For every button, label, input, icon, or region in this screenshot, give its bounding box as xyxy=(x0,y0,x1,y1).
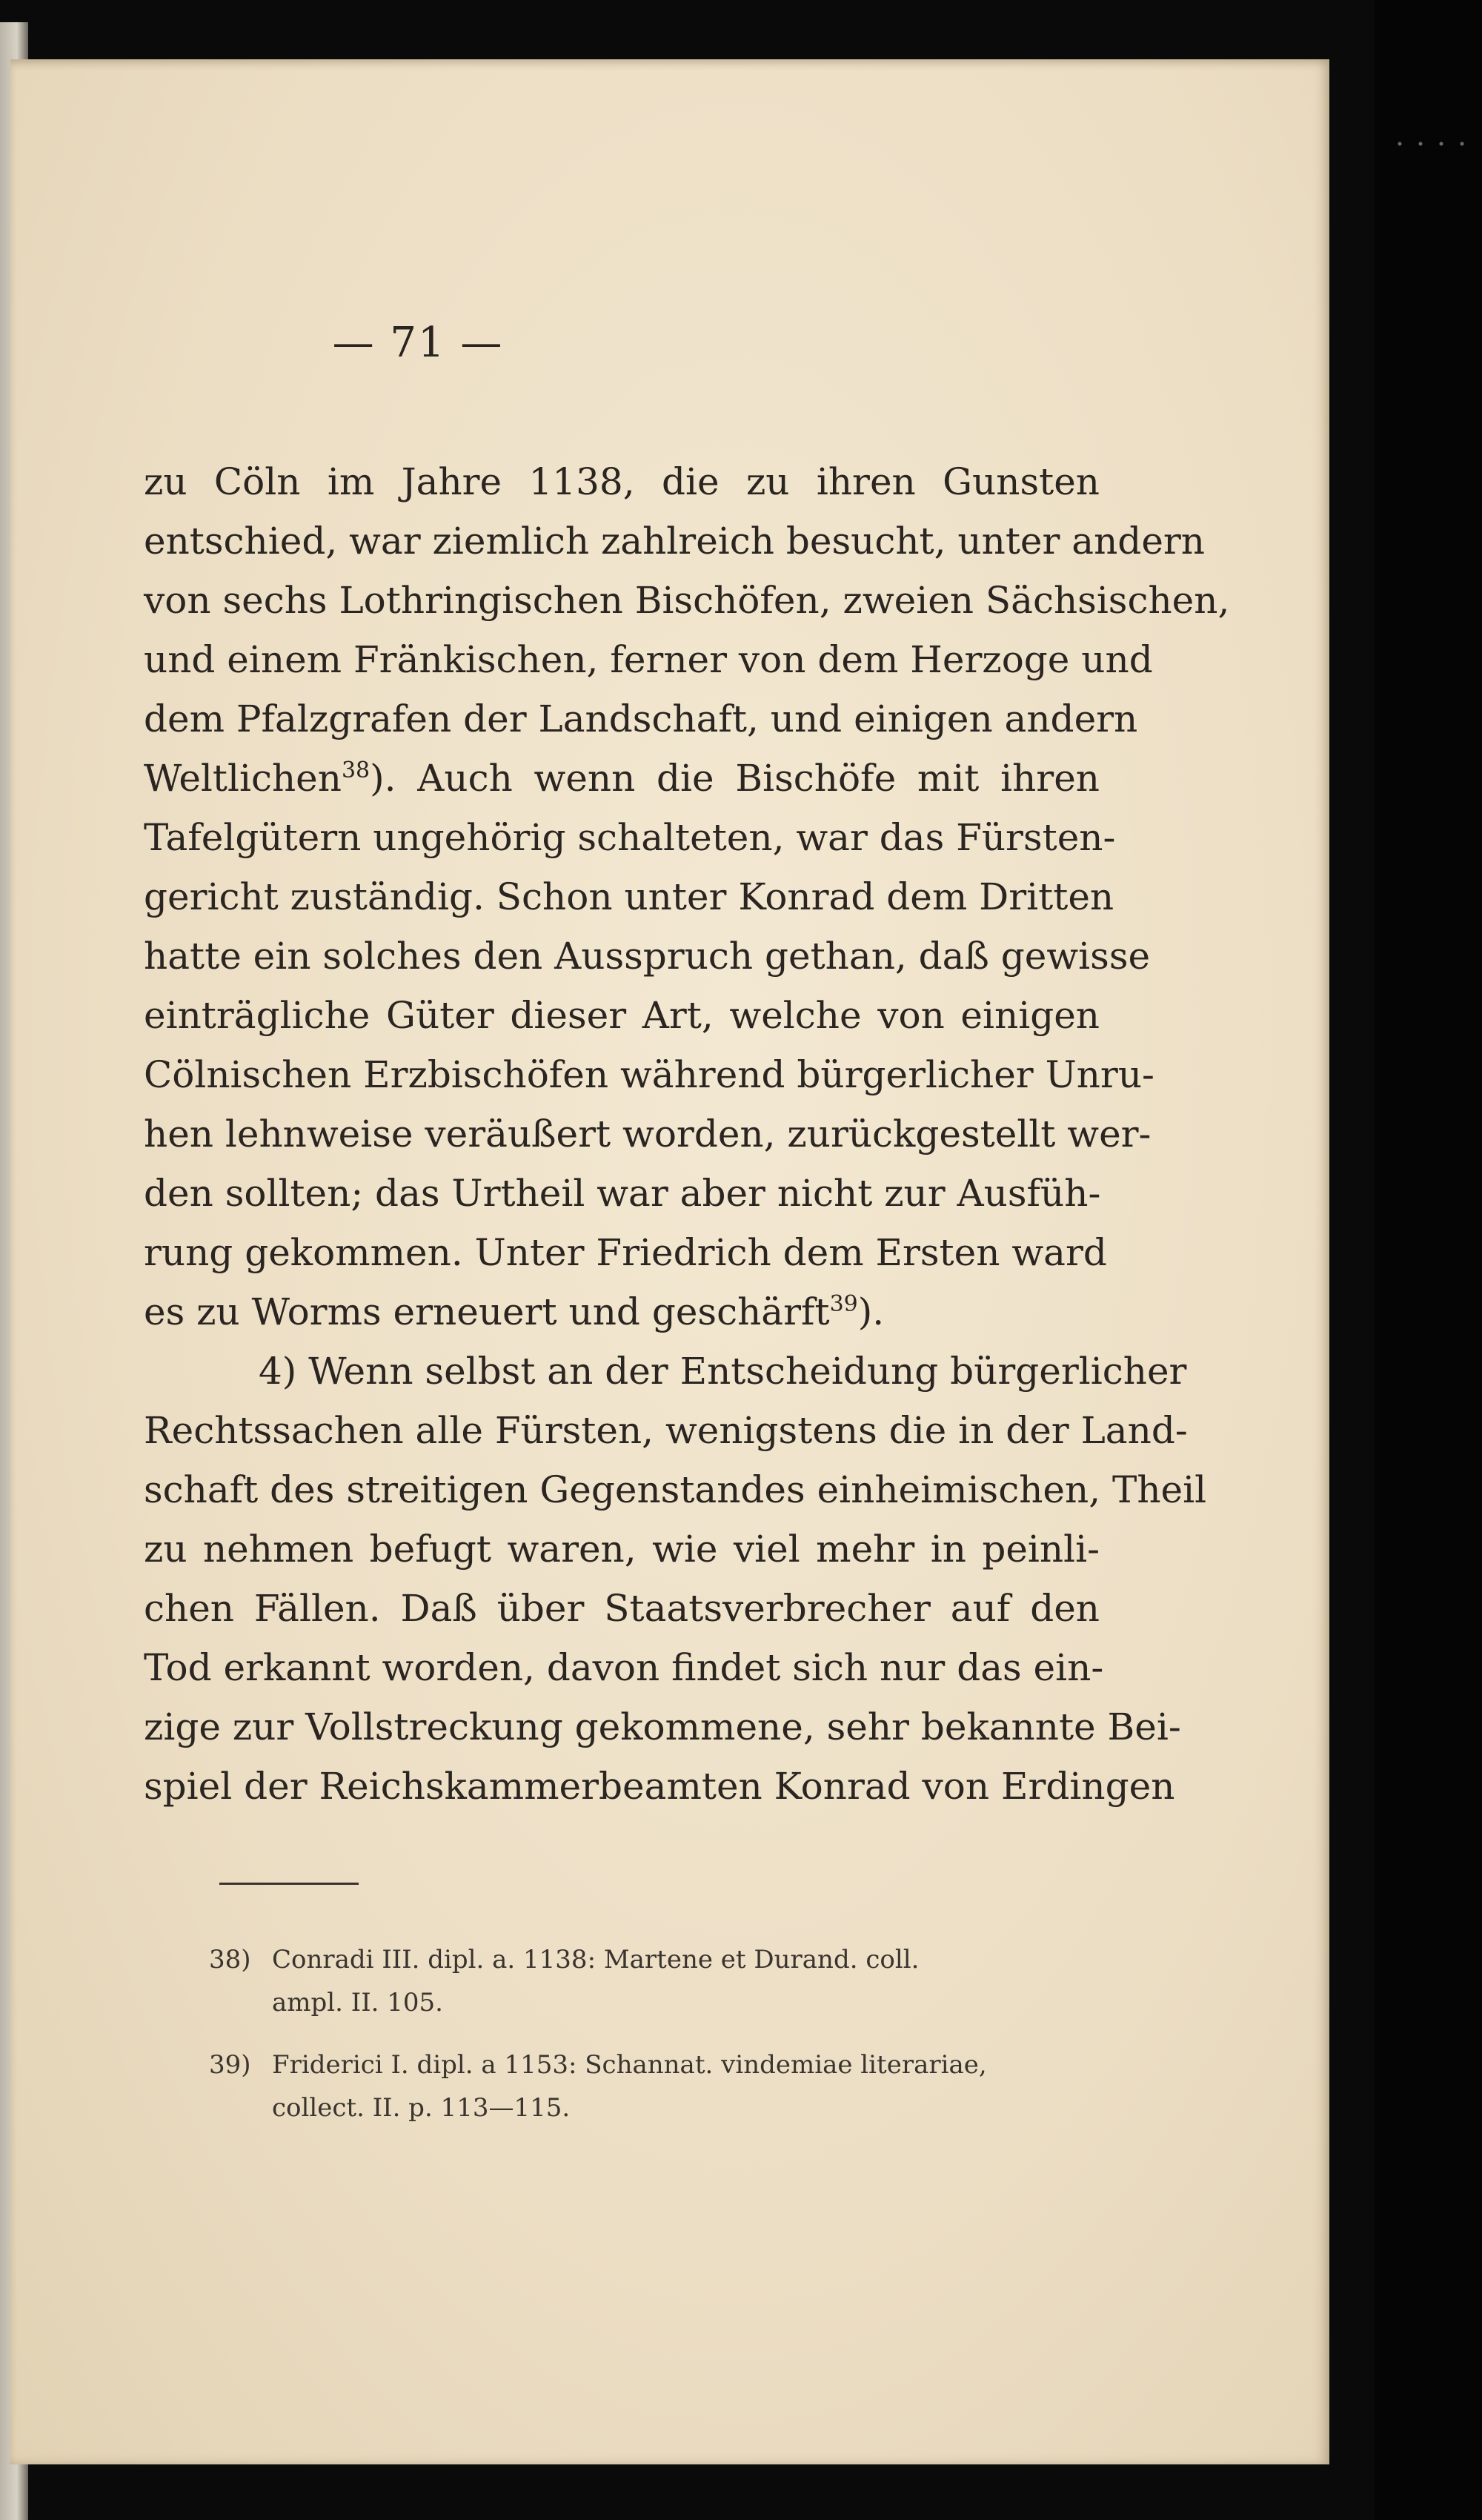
text-line xyxy=(144,1282,1100,1342)
text-line: dem Pfalzgrafen der Landschaft, und einigen andern xyxy=(144,697,1138,740)
text-fragment: es zu Worms erneuert und geschärft xyxy=(144,1290,830,1333)
footnote-divider xyxy=(219,1883,359,1885)
text-line: gericht zuständig. Schon unter Konrad dem Dritten xyxy=(144,875,1114,918)
footnote-line: Conradi III. dipl. a. 1138: Martene et Durand. coll. xyxy=(272,1945,920,1974)
text-line: Tafelgütern ungehörig schalteten, war das Fürsten- xyxy=(144,816,1116,859)
footnote-line: Friderici I. dipl. a 1153: Schannat. vindemiae literariae, xyxy=(272,2050,987,2080)
text-line: Rechtssachen alle Fürsten, wenigstens die in der Land- xyxy=(144,1409,1188,1452)
text-fragment: ). xyxy=(857,1290,885,1333)
page-number: — 71 — xyxy=(332,319,504,367)
text-line: einträgliche Güter dieser Art, welche von einigen xyxy=(144,994,1100,1037)
text-line: von sechs Lothringischen Bischöfen, zweien Sächsischen, xyxy=(144,579,1230,622)
text-line: Cölnischen Erzbischöfen während bürgerlicher Unru- xyxy=(144,1053,1154,1096)
text-line: zu nehmen befugt waren, wie viel mehr in peinli- xyxy=(144,1528,1100,1571)
text-line: und einem Fränkischen, ferner von dem Herzoge und xyxy=(144,638,1153,681)
footnote-ref-38: 38 xyxy=(341,757,370,783)
text-line: spiel der Reichskammerbeamten Konrad von Erdingen xyxy=(144,1765,1175,1808)
body-text xyxy=(144,452,1230,1816)
text-line: rung gekommen. Unter Friedrich dem Ersten ward xyxy=(144,1231,1107,1274)
text-line: entschied, war ziemlich zahlreich besucht, unter andern xyxy=(144,520,1206,563)
text-line: chen Fällen. Daß über Staatsverbrecher auf den xyxy=(144,1587,1100,1630)
text-line: hen lehnweise veräußert worden, zurückgestellt wer- xyxy=(144,1113,1152,1155)
footnote-number: 39) xyxy=(209,2050,251,2080)
text-fragment: ). Auch wenn die Bischöfe mit ihren xyxy=(370,757,1100,800)
scan-background-edge xyxy=(1375,0,1482,2520)
text-line: Tod erkannt worden, davon findet sich nur das ein- xyxy=(144,1646,1104,1689)
book-page xyxy=(10,59,1329,2464)
text-line: schaft des streitigen Gegenstandes einheimischen, Theil xyxy=(144,1468,1207,1511)
text-fragment: Weltlichen xyxy=(144,757,342,800)
footnotes xyxy=(209,1938,1120,2149)
text-line: hatte ein solches den Ausspruch gethan, daß gewisse xyxy=(144,935,1151,978)
text-line xyxy=(144,749,1100,808)
footnote-line: ampl. II. 105. xyxy=(272,1988,443,2017)
text-line: zu Cöln im Jahre 1138, die zu ihren Gunsten xyxy=(144,460,1100,503)
footnote-ref-39: 39 xyxy=(829,1291,858,1317)
text-line: zige zur Vollstreckung gekommene, sehr bekannte Bei- xyxy=(144,1705,1181,1748)
text-line: den sollten; das Urtheil war aber nicht zur Ausfüh- xyxy=(144,1172,1101,1215)
footnote-38 xyxy=(209,1938,1120,2024)
footnote-39 xyxy=(209,2043,1120,2129)
edge-dots xyxy=(1389,141,1471,147)
footnote-number: 38) xyxy=(209,1945,251,1974)
text-line: 4) Wenn selbst an der Entscheidung bürgerlicher xyxy=(259,1350,1187,1393)
footnote-line: collect. II. p. 113—115. xyxy=(272,2093,571,2123)
